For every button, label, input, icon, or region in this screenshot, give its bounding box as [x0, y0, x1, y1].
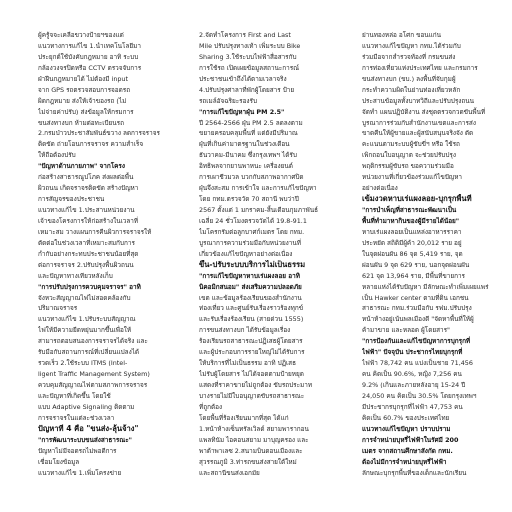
text-line: แนวทางแก้ไข 1.ปรับระบบสัญญาณ	[38, 315, 136, 324]
text-line: และปัญหาทางเทียวหลังเก็บ	[38, 271, 113, 280]
text-line: เขต และข้อมูลร้องเรียนของสำนักงาน	[199, 293, 302, 302]
subheading-line: นิคอมิกสนอม" ส่งเสริมความปลอดภัย	[199, 282, 302, 291]
text-column-1	[38, 30, 179, 478]
text-line: ให้ถือต้องปรับ	[38, 151, 76, 160]
text-line: 2.กรมป่าวประชาสัมพันธ์ขวาง ลดการจราจร	[38, 129, 160, 138]
subheading-line: ปัญหาที่ 4 คือ "ขนส่ง-ลุ้นจ้าง"	[38, 423, 139, 433]
subheading-line: แนวทางแก้ไขปัญหา ปราบปราม	[362, 424, 451, 433]
text-line: การเผาชีวมวล บวกกับสภาพอากาศปิด	[199, 173, 304, 182]
text-line: หน้าห้างอยู่เน้นพลเมืองดี "จัดหาพื้นที่ให้ผู้	[362, 315, 474, 324]
text-line: ผิดกฎหมาย ส่งให้เจ้าของรถ (ไม่	[38, 96, 127, 105]
text-line: ค้ามาขาย และหลอด ผู้โดยสาร"	[362, 326, 450, 335]
text-line: คิดเป็น 60.7% ของประเทศไทย	[362, 413, 450, 422]
text-line: 1.หน้าห้างเซ็นทรัลเวิลด์ สยามพารากอน	[199, 424, 309, 433]
text-line: บางรายไม่มีใบอนุญาตขับรถสาธารณะ	[199, 391, 305, 400]
text-line: 4.ปรับปรุงศาลาที่พักผู้โดยสาร ป้าย	[199, 85, 295, 94]
text-line: 621 จุด 13,964 ราย, มีพื้นที่ขายการ	[362, 271, 465, 280]
text-line: ฝ่าฝืนกฎหมายได้ ไม่ต้องมี input	[38, 74, 128, 83]
subheading-line: "การแก้ไขปัญหาฝุ่น PM 2.5"	[199, 107, 285, 116]
text-line: ประหยัด สถิติมีผู้ค้า 20,012 ราย อยู่	[362, 238, 462, 247]
text-line: ก่อสร้างสาธารณูปโภค ส่งผลต่อพื้น	[38, 173, 134, 182]
text-line: กระทำความผิดในย่านท่องเที่ยวหลัก	[362, 85, 461, 94]
text-line: มีประชากรบุกรุกที่ไฟฟ้า 47,753 คน	[362, 402, 463, 411]
text-line: โดยพื้นที่ร้องเรียนมากที่สุด ได้แก่	[199, 413, 289, 422]
text-line: ผ่อนผัน 9 จุด 629 ราย, นอกจุดผ่อนผัน	[362, 260, 470, 269]
text-line: ให้บริการที่ไม่เป็นธรรม อาทิ ปฏิเสธ	[199, 359, 296, 368]
text-line: การขนส่งทางบก ได้รับข้อมูลเรื่อง	[199, 326, 291, 335]
subheading-line: ไฟฟ้า" ปัจจุบัน ประชากรไทยบุกรุกที่	[362, 348, 463, 357]
text-line: ฝุ่นจึงสะสม การเข้าใจ และการแก้ไขปัญหา	[199, 184, 317, 193]
text-line: ธันวาคม-มีนาคม ซึ่งกรุงเทพฯ ได้รับ	[199, 151, 297, 160]
text-line: การสัญจรของประชาชน	[38, 195, 105, 204]
text-line: ขาดคืนให้ผู้ขายและผู้สนับสนุนจริงจัง ตัด	[362, 129, 474, 138]
text-line: 24,050 คน คิดเป็น 30.5% โดยกรุงเทพฯ	[362, 391, 477, 400]
text-line: เฉลี่ย 24 ชั่วโมงตรวจวัดได้ 19.8-91.1	[199, 216, 307, 225]
text-line: ปัญหาไม่มีจอดรถไม่พอดีการ	[38, 446, 117, 455]
text-line: ประชาชนเข้าถึงได้ตามเวลาจริง	[199, 74, 287, 83]
text-line: แพลทินัม ไอคอนสยาม มาบุญครอง และ	[199, 435, 309, 444]
text-line: ท่องเที่ยว และศูนย์รับเรื่องราวร้องทุกข์	[199, 304, 304, 313]
text-line: รวดเร็ว 2.ใช้ระบบ ITMS (Intel-	[38, 359, 128, 368]
text-line: ligent Traffic Management System)	[38, 370, 150, 379]
text-line: ไม่จ่ายค่าปรับ) ส่งข้อมูลให้กรมการ	[38, 107, 134, 116]
text-line: การท่องเที่ยวแห่งประเทศไทย และกรมการ	[362, 63, 478, 72]
text-line: ไมโครกรัมต่อลูกบาศก์เมตร โดย กทม.	[199, 227, 305, 236]
text-line: Sharing 3.ใช้ระบบไฟฟ้าสื่อสารกับ	[199, 52, 297, 61]
text-line: แนวทางแก้ไข 1.เพิ่มโครงข่าย	[38, 468, 122, 477]
subheading-line: "การบำเพ็ญที่สาธารณะพัฒนาเป็น	[362, 206, 457, 214]
text-line: และรับเรื่องร้องเรียน (สายด่วน 1555)	[199, 315, 304, 324]
subheading-line: ขึ้น-ปรับระบบบริการไม่เป็นธรรม	[199, 259, 306, 269]
text-line: ควบคุมสัญญาณไฟตามสภาพการจราจร	[38, 381, 148, 389]
text-line: อย่างต่อเนื่อง	[362, 184, 398, 193]
text-line: ประสานข้อมูลทั้งบาทวิถีและปรับปรุงถนน	[362, 96, 474, 105]
text-line: ไม่รับผู้โดยสาร ไม่ได้จอดตามป้ายหยุด	[199, 370, 304, 379]
text-line: Mile ปรับปรุงทางเท้า เพิ่มระบบ Bike	[199, 41, 301, 50]
text-line: เหมาะสม วางแผนการคืนผิวการจราจรให้	[38, 227, 152, 236]
text-line: กำกับอย่างกระทบประชาชนน้อยที่สุด	[38, 249, 139, 258]
text-line: สาธารณะ กทม.ร่วมมือกับ รฟม.ปรับปรุง	[362, 304, 472, 313]
text-line: ผิวถนน เกิดจราจรติดขัด สร้างปัญหา	[38, 184, 139, 193]
text-line: ร้องเรียนรถสาธารณะปฏิเสธผู้โดยสาร	[199, 337, 303, 346]
text-line: เจ้าของโครงการให้ก่อสร้างในเวลาที่	[38, 216, 139, 225]
subheading-line: เมตร จากสถานศึกษาสังกัด กทม.	[362, 446, 453, 455]
text-line: 2.จัดทำโครงการ First and Last	[199, 31, 291, 39]
text-line: เชื่อมโยงข้อมูล	[38, 457, 80, 466]
text-line: ปี 2564-2566 ฝุ่น PM 2.5 ลดลงตาม	[199, 118, 303, 127]
text-line: คน คิดเป็น 90.6%, หญิง 7,256 คน	[362, 370, 462, 379]
text-line: เป็น Hawker center ตามที่ดิน เอกชน	[362, 293, 469, 302]
text-line: ต่อการจราจร 2.ปรับปรุงพื้นผิวถนน	[38, 260, 134, 269]
text-line: ปริมาณจราจร	[38, 304, 78, 313]
text-line: แสดงที่ราคาขายไม่ถูกต้อง ขับรถประมาท	[199, 381, 313, 389]
text-line: 9.2% (เกินและภายหลังอายุ 15-24 ปี	[362, 381, 466, 389]
text-line: รับมือกับสถานการณ์ที่เปลี่ยนแปลงได้	[38, 348, 140, 357]
text-line: ย่านทองหล่อ อโศก ขอนแก่น	[362, 31, 442, 39]
text-line: สามารถตอบสนองการจราจรได้จริง และ	[38, 337, 148, 346]
text-line: พฤติกรรมผู้ขับรถ ขอความร่วมมือ	[362, 162, 454, 171]
text-line: โดย กทม.ตรวจวัด 70 สถานี พบว่าปี	[199, 195, 299, 204]
text-line: แนวทางแก้ไข 1.ประสานหน่วยงาน	[38, 206, 135, 214]
text-line: ขนส่งทางบก ห้ามต่อทะเบียนรถ	[38, 118, 124, 127]
text-line: ประยุกต์ใช้บังคับกฎหมาย อาทิ ระบบ	[38, 52, 139, 61]
subheading-line: ต้องไม่มีการจำหน่ายบุหรี่ไฟฟ้า	[362, 457, 447, 466]
text-line: หาบเร่แผงลอยเป็นแหล่งอาหารราคา	[362, 227, 462, 236]
text-line: การจราจรในแต่ละช่วงเวลา	[38, 413, 115, 422]
text-line: รถเมล์อัจฉริยะรองรับ	[199, 96, 258, 105]
text-line: และสถานีขนส่งเอกมัย	[199, 468, 260, 477]
text-line: ที่ถูกต้อง	[199, 402, 223, 411]
subheading-line: "การปรับปรุงการควบคุมจราจร" อาทิ	[38, 282, 141, 291]
text-line: พาต้าพาเลซ 2.สนามบินดอนเมืองและ	[199, 446, 303, 455]
text-line: ฝุ่นที่เกินค่ามาตรฐานในช่วงเดือน	[199, 140, 290, 149]
subheading-line: "การแก้ไขปัญหาหาบเร่แผงลอย อาทิ	[199, 271, 300, 280]
text-line: ผู้ครู้จจะเคลือขวางป้ายฯของแต่	[38, 31, 124, 39]
text-line: อิทธิพลจากยานพาหนะ เครื่องยนต์	[199, 162, 293, 171]
text-line: ในจุดผ่อนผัน 86 จุด 5,419 ราย, จุด	[362, 249, 463, 258]
text-line: หน่วยงานที่เกี่ยวข้องร่วมแก้ไขปัญหา	[362, 173, 463, 182]
text-line: ตัดต่อในช่วงเวลาที่เหมาะสมกับการ	[38, 238, 135, 247]
text-line: เพิกถอนใบอนุญาต จะช่วยปรับปรุง	[362, 151, 456, 160]
text-line: แนวทางการแก้ไข 1.นำเทคโนโลยีมา	[38, 41, 141, 50]
text-line: 2567 ตั้งแต่ 1 มกราคม-สิ้นเดือนกุมภาพันธ์	[199, 206, 319, 214]
text-line: บูรณาการร่วมกับสำนักงานเขตและการส่ง	[362, 118, 476, 127]
text-line: เกี่ยวข้องแก้ไขปัญหาอย่างต่อเนื่อง	[199, 249, 293, 258]
text-line: กล้องวงจรปิดหรือ CCTV ตรวจจับการ	[38, 63, 142, 72]
text-line: ลักษณะบุกรุกพื้นที่ของเด็กและนักเรียน	[362, 468, 467, 477]
text-line: จาก GPS รถตรวจสอบการจอดรถ	[38, 85, 131, 94]
text-line: ร่วมมือจากสำรวจท้องที่ กรมขนส่ง	[362, 52, 456, 61]
text-line: และปัญหาที่เกิดขึ้น โดยใช้	[38, 391, 111, 400]
text-line: ติดขัด ถ่ายโอนการจราจร ความสำเร็จ	[38, 140, 144, 149]
subheading-line: การจำหน่ายบุหรี่ไฟฟ้าในรัศมี 200	[362, 435, 459, 444]
text-line: สุวรรณภูมิ 3.ท่ารถขนส่งสายใต้ใหม่	[199, 457, 297, 466]
text-line: ขยายครอบคลุมพื้นที่ แต่ยังมีปริมาณ	[199, 129, 298, 138]
subheading-line: "การพัฒนาระบบขนส่งสาธารณะ"	[38, 435, 132, 444]
text-line: จังหวะสัญญาณไฟไม่สอดคล้องกับ	[38, 293, 131, 302]
text-line: ไฟให้มีความยืดหยุ่นมากขึ้นเพื่อให้	[38, 326, 132, 335]
text-line: บูรณาการความร่วมมือกับหน่วยงานที่	[199, 238, 301, 247]
text-line: แนวทางแก้ไขปัญหา กทม.ได้ร่วมกับ	[362, 41, 461, 50]
text-line: คะแนนตามระบบผู้ขับขี่ฯ หรือ ใช้รถ	[362, 140, 460, 149]
subheading-line: เข้มงวดหาบเร่แผงลอย-บุกรุกพื้นที่	[362, 194, 472, 204]
text-line: หลายแห่งได้รับปัญหา มีลักษณะทำเพิ่มเผยแพร่	[362, 282, 489, 291]
subheading-line: "การป้องกันและแก้ไขปัญหาการบุกรุกที่	[362, 337, 471, 346]
text-column-3	[362, 30, 503, 478]
text-column-2	[199, 30, 340, 478]
text-line: จัดทำ แผนปฏิบัติงาน ส่งชุดตรวจกวดขันพื้นที่	[362, 107, 486, 116]
text-line: ไฟฟ้า 78,742 คน แบ่งเป็นชาย 71,456	[362, 359, 473, 368]
text-line: และผู้ประกอบการรายใหญ่ไม่ได้รับการ	[199, 348, 305, 357]
subheading-line: "ปัญหาด้านกายภาพ" จากโครง	[38, 162, 125, 171]
text-line: การใช้รถ เปิดเผยข้อมูลสถานะการณ์	[199, 63, 300, 72]
text-line: แบบ Adaptive Signaling ติดตาม	[38, 402, 135, 411]
text-line: ขนส่งทางบก (ขบ.) ลงพื้นที่จับกุมผู้	[362, 74, 456, 83]
subheading-line: พื้นที่ทำมาหากินของผู้มีรายได้น้อย"	[362, 216, 460, 225]
